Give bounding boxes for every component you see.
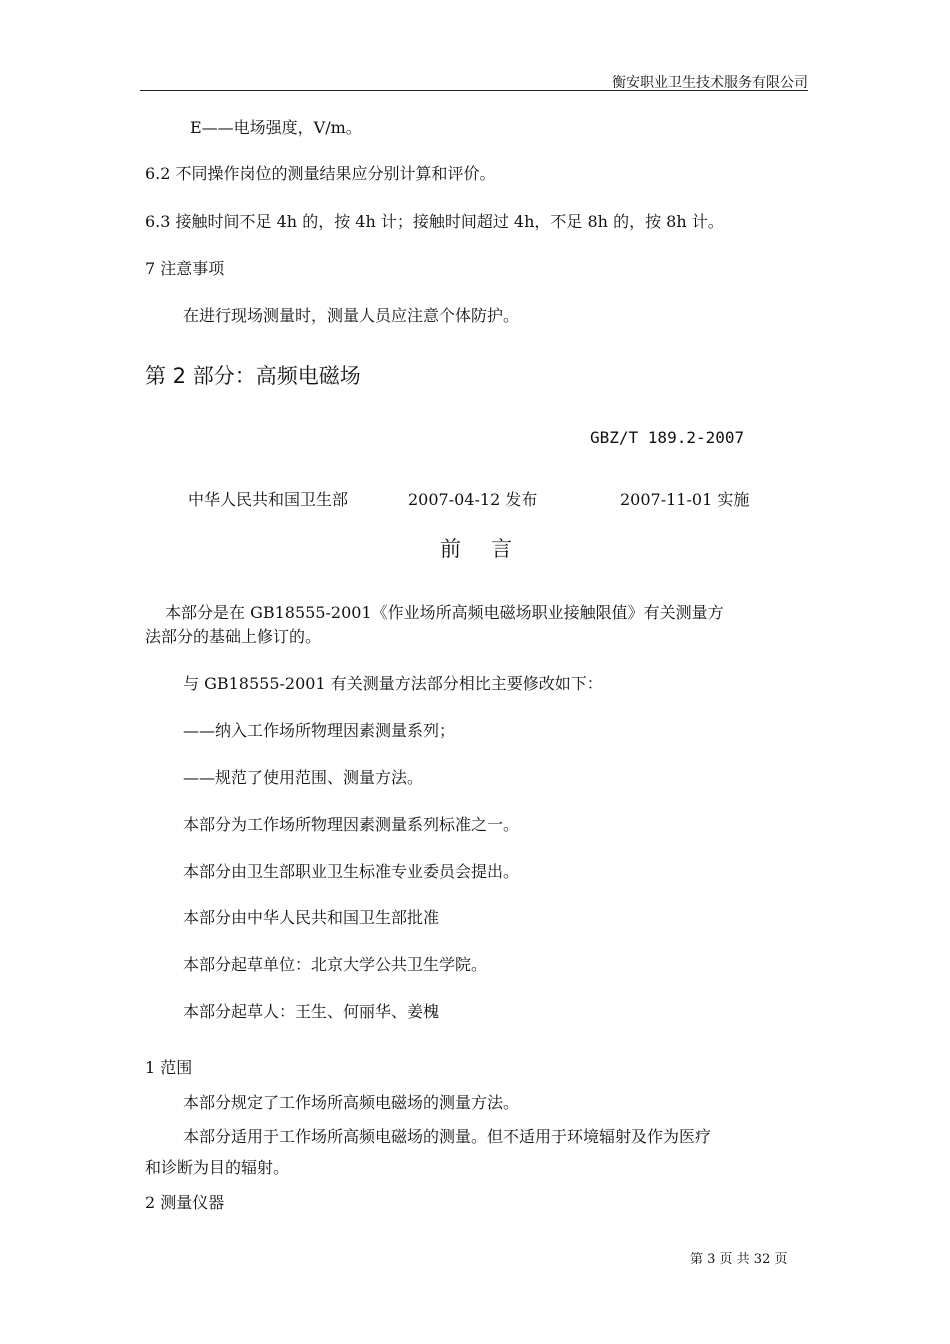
- scope-p2-line2: 和诊断为目的辐射。: [145, 1158, 290, 1177]
- section-2-heading: 2 测量仪器: [145, 1193, 225, 1212]
- preface-title: 前言: [440, 537, 542, 561]
- issuer: 中华人民共和国卫生部: [188, 490, 349, 509]
- preface-p1-line1: 本部分是在 GB18555-2001《作业场所高频电磁场职业接触限值》有关测量方: [165, 603, 724, 622]
- preface-p2: 与 GB18555-2001 有关测量方法部分相比主要修改如下：: [183, 674, 603, 693]
- preface-p1-line2: 法部分的基础上修订的。: [145, 627, 322, 646]
- preface-p4: ——规范了使用范围、测量方法。: [183, 768, 424, 787]
- implement-date: 2007-11-01 实施: [620, 490, 750, 509]
- part2-heading: 第 2 部分：高频电磁场: [145, 364, 361, 388]
- standard-number: GBZ/T 189.2-2007: [590, 428, 745, 447]
- scope-heading: 1 范围: [145, 1058, 193, 1077]
- preface-p9: 本部分起草人：王生、何丽华、姜槐: [183, 1002, 440, 1021]
- preface-p5: 本部分为工作场所物理因素测量系列标准之一。: [183, 815, 520, 834]
- release-date: 2007-04-12 发布: [408, 490, 538, 509]
- scope-p1: 本部分规定了工作场所高频电磁场的测量方法。: [183, 1093, 520, 1112]
- section-6-3: 6.3 接触时间不足 4h 的，按 4h 计；接触时间超过 4h，不足 8h 的，按 8h 计。: [145, 212, 724, 231]
- e-definition: E——电场强度，V/m。: [190, 118, 362, 137]
- preface-p8: 本部分起草单位：北京大学公共卫生学院。: [183, 955, 488, 974]
- preface-p7: 本部分由中华人民共和国卫生部批准: [183, 908, 440, 927]
- section-7-heading: 7 注意事项: [145, 259, 225, 278]
- section-7-body: 在进行现场测量时，测量人员应注意个体防护。: [183, 306, 520, 325]
- page-header: [140, 68, 808, 91]
- preface-p3: ——纳入工作场所物理因素测量系列；: [183, 721, 456, 740]
- scope-p2-line1: 本部分适用于工作场所高频电磁场的测量。但不适用于环境辐射及作为医疗: [183, 1127, 712, 1146]
- section-6-2: 6.2 不同操作岗位的测量结果应分别计算和评价。: [145, 164, 496, 183]
- preface-p6: 本部分由卫生部职业卫生标准专业委员会提出。: [183, 862, 520, 881]
- page-footer: 第 3 页 共 32 页: [690, 1252, 788, 1267]
- header-company: 衡安职业卫生技术服务有限公司: [612, 75, 808, 91]
